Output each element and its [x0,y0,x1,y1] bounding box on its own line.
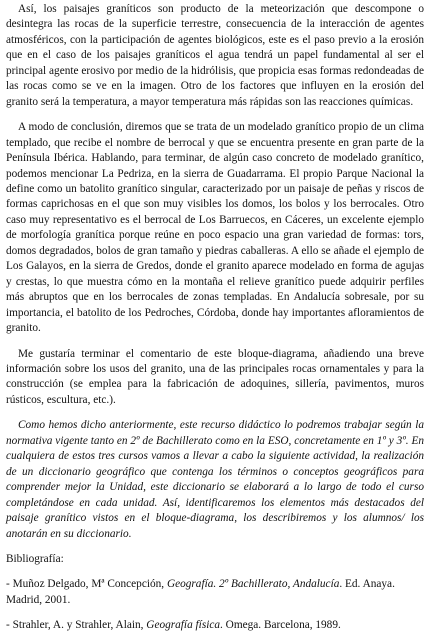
bibliography-entry [6,618,424,633]
bibliography-entry-author: - Muñoz Delgado, Mª Concepción, [6,578,167,591]
paragraph-didactic-activity: Como hemos dicho anteriormente, este recurso didáctico lo podremos trabajar según la normativa vigente tanto en 2º de Bachillerato como en la ESO, concretamente en 1º y 3º. En cualquiera de estos tres cursos vamos a llevar a cabo la siguiente actividad, la realización de un diccionario geográfico que contenga los términos o conceptos geográficos para comprender mejor la Unidad, este diccionario se elaborará a lo largo de todo el curso completándose en cada unidad. Así, identificaremos los elementos más destacados del paisaje granítico vistos en el bloque-diagrama, los describiremos y los alumnos/ los anotarán en su diccionario. [6,419,424,540]
paragraph-granite-uses: Me gustaría terminar el comentario de este bloque-diagrama, añadiendo una breve información sobre los usos del granito, una de las principales rocas ornamentales y para la construcción (se emplea para la fabricación de adoquines, sillería, pavimentos, muros rústicos, escultura, etc.). [6,347,424,406]
document-page [6,2,424,634]
bibliography-entry-author: - Strahler, A. y Strahler, Alain, [6,619,147,632]
bibliography-entry [6,577,424,608]
bibliography-heading: Bibliografía: [6,552,64,565]
paragraph-granite-weathering: Así, los paisajes graníticos son producto de la meteorización que descompone o desintegra las rocas de la superficie terrestre, consecuencia de la interacción de agentes atmosféricos, con la participación de agentes biológicos, este es el paso previo a la erosión que en el caso de los paisajes graníticos el agua tendrá un papel fundamental al ser el principal agente erosivo por medio de la hidrólisis, que propicia esas formas redondeadas de las rocas como se ve en la imagen. Otro de los factores que influyen en la erosión del granito será la temperatura, a mayor temperatura más rápidas son las reacciones químicas. [6,3,424,108]
bibliography-entry-title: Geografía. 2º Bachillerato, Andalucía [166,578,340,591]
bibliography-entry-title: Geografía física [146,619,221,632]
bibliography-entry-publisher: . Ed. Anaya. Madrid, 2001. [6,578,395,606]
bibliography-entry-publisher: . Omega. Barcelona, 1989. [220,619,341,632]
paragraph-conclusion-examples: A modo de conclusión, diremos que se trata de un modelado granítico propio de un clima templado, que recibe el nombre de berrocal y que se encuentra presente en gran parte de la Península Ibérica. Hablando, para terminar, de algún caso concreto de modelado granítico, podemos mencionar La Pedriza, en la sierra de Guadarrama. El propio Parque Nacional la define como un batolito granítico singular, caracterizado por un paisaje de peñas y riscos de formas caprichosas en el que son muy visibles los domos, los bolos y los berrocales. Otro caso muy representativo es el berrocal de Los Barruecos, en Cáceres, un excelente ejemplo de morfología granítica porque reúne en poco espacio una gran variedad de formas: tors, domos degradados, bolos de gran tamaño y piedras caballeras. A ello se añade el ejemplo de Los Galayos, en la sierra de Gredos, donde el granito aparece modelado en forma de agujas y crestas, lo que muestra cómo en la montaña el relieve granítico puede adquirir perfiles más abruptos que en los berrocales de zonas templadas. En Andalucía sobresale, por su importancia, el batolito de los Pedroches, Córdoba, donde hay importantes afloramientos de granito. [6,121,424,335]
